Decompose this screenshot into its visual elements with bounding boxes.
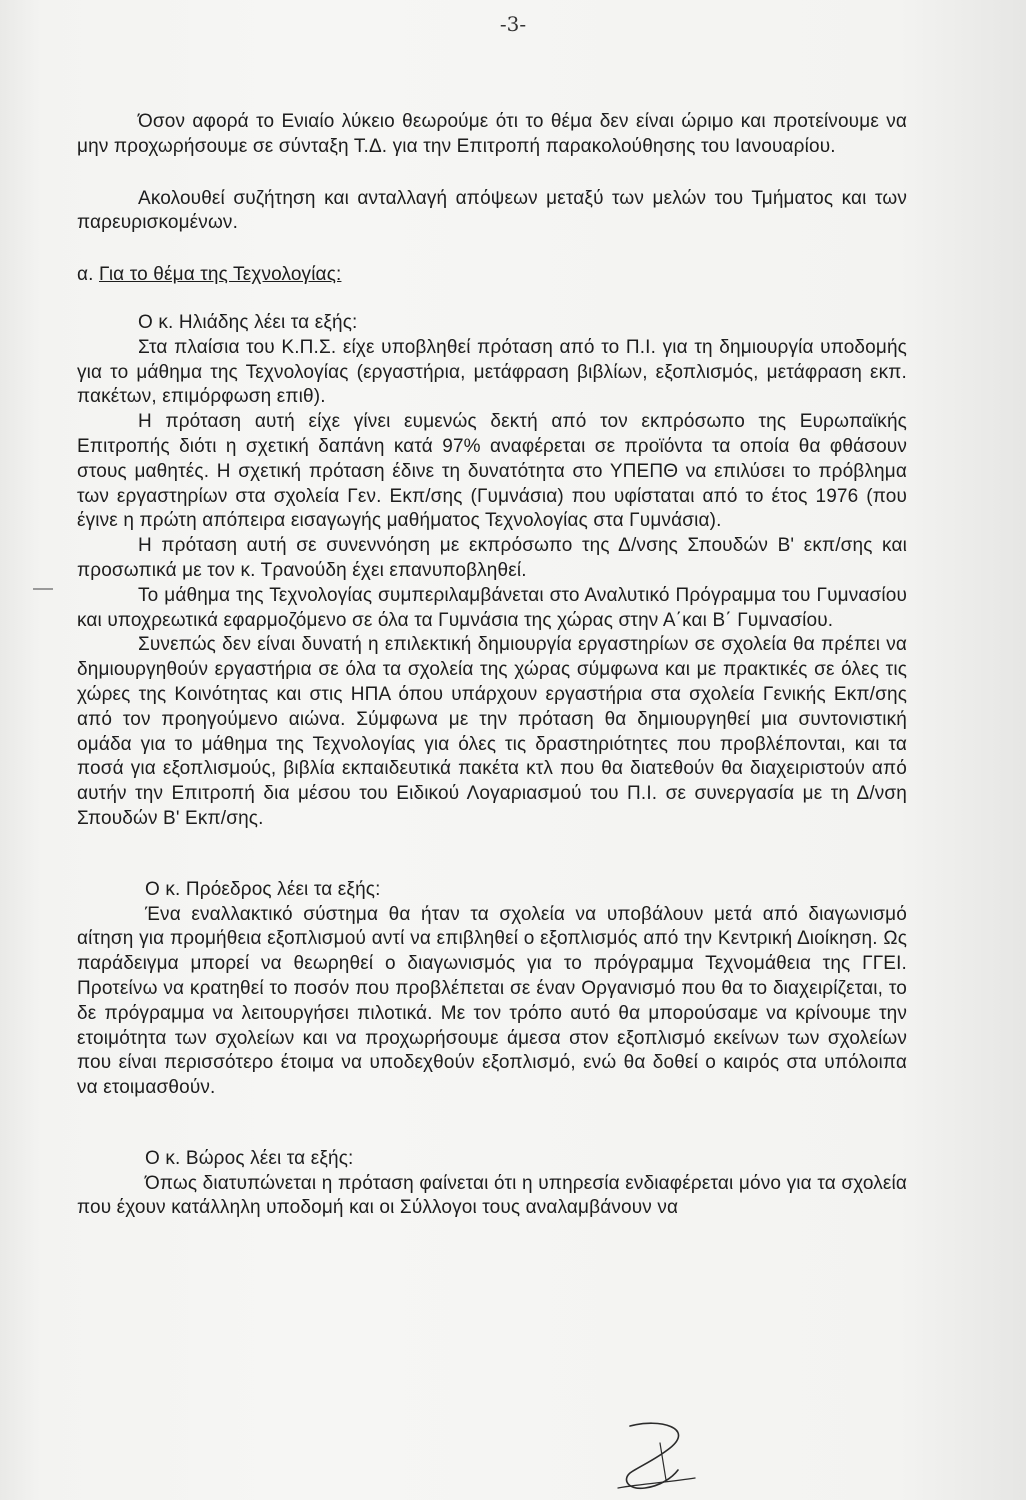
paragraph-discussion: Ακολουθεί συζήτηση και ανταλλαγή απόψεων μεταξύ των μελών του Τμήματος και των παρευρισκομένων. [77,187,907,234]
paragraph-labs: Συνεπώς δεν είναι δυνατή η επιλεκτική δημιουργία εργαστηρίων σε σχολεία θα πρέπει να δημιουργηθούν εργαστήρια σε όλα τα σχολεία της χώρας σύμφωνα και με πρακτικές σε όλες τις χώρες της Κοινότητας και στις ΗΠΑ όπου υπάρχουν εργαστήρια στα σχολεία Γενικής Εκπ/σης από τον προηγούμενο αιώνα. Σύμφωνα με την πρόταση θα δημιουργηθεί μια συντονιστική ομάδα για το μάθημα της Τεχνολογίας για όλες τις δραστηριότητες που προβλέπονται, και τα ποσά για εξοπλισμούς, βιβλία εκπαιδευτικά πακέτα κτλ που θα διατεθούν θα διαχειριστούν από αυτήν την Επιτροπή δια μέσου του Ειδικού Λογαριασμού του Π.Ι. σε συνεργασία με τη Δ/νση Σπουδών Β' Εκπ/σης. [77,634,907,829]
paragraph-kps-proposal: Στα πλαίσια του Κ.Π.Σ. είχε υποβληθεί πρόταση από το Π.Ι. για τη δημιουργία υποδομής για το μάθημα της Τεχνολογίας (εργαστήρια, μετάφραση βιβλίων, εξοπλισμός, μετάφραση εκπ. πακέτων, επιμόρφωση επιθ). [77,336,907,408]
document-body [77,110,907,1221]
heading-text: Για το θέμα της Τεχνολογίας: [99,264,342,286]
paragraph-alternative-system: Ένα εναλλακτικό σύστημα θα ήταν τα σχολεία να υποβάλουν μετά από διαγωνισμό αίτηση για προμήθεια εξοπλισμού αντί να επιβληθεί ο εξοπλισμός από την Κεντρική Διοίκηση. Ως παράδειγμα μπορεί να θεωρηθεί ο διαγωνισμός για το πρόγραμμα Τεχνομάθεια της ΓΓΕΙ. Προτείνω να κρατηθεί το ποσόν που προβλέπεται σε έναν Οργανισμό που θα το διαχειρίζεται, το δε πρόγραμμα να λειτουργήσει πιλοτικά. Με τον τρόπο αυτό θα μπορούσαμε να κρίνουμε την ετοιμότητα των σχολείων και να προχωρήσουμε άμεσα στον εξοπλισμό εκείνων των σχολείων που είναι περισσότερο έτοιμα να υποδεχθούν εξοπλισμό, ενώ θα δοθεί ο καιρός στα υπόλοιπα να ετοιμασθούν. [77,903,907,1099]
section-heading-technology [77,263,907,288]
speaker-voros: Ο κ. Βώρος λέει τα εξής: [145,1147,354,1169]
handwritten-signature [600,1418,710,1498]
page-number: -3- [499,12,527,36]
paragraph-eu-commission: Η πρόταση αυτή είχε γίνει ευμενώς δεκτή από τον εκπρόσωπο της Ευρωπαϊκής Επιτροπής διότι η σχετική δαπάνη κατά 97% αναφέρεται σε προϊόντα τα οποία θα φθάσουν στους μαθητές. Η σχετική πρόταση έδινε τη δυνατότητα στο ΥΠΕΠΘ να επιλύσει το πρόβλημα των εργαστηρίων στα σχολεία Γεν. Εκπ/σης (Γυμνάσια) που υφίσταται από το έτος 1976 (που έγινε η πρώτη απόπειρα εισαγωγής μαθήματος Τεχνολογίας στα Γυμνάσια). [77,411,907,532]
paragraph-voros-statement: Όπως διατυπώνεται η πρόταση φαίνεται ότι η υπηρεσία ενδιαφέρεται μόνο για τα σχολεία που έχουν κατάλληλη υποδομή και οι Σύλλογοι τους αναλαμβάνουν να [77,1172,907,1219]
margin-mark [33,588,53,590]
speaker-iliadis: Ο κ. Ηλιάδης λέει τα εξής: [138,311,358,333]
paragraph-resubmission: Η πρόταση αυτή σε συνεννόηση με εκπρόσωπο της Δ/νσης Σπουδών Β' εκπ/σης και προσωπικά με τον κ. Τρανούδη έχει επανυποβληθεί. [77,535,907,581]
speaker-president: Ο κ. Πρόεδρος λέει τα εξής: [145,878,381,900]
paragraph-eniaio-lykeio: Όσον αφορά το Ενιαίο λύκειο θεωρούμε ότι το θέμα δεν είναι ώριμο και προτείνουμε να μην προχωρήσουμε σε σύνταξη Τ.Δ. για την Επιτροπή παρακολούθησης του Ιανουαρίου. [77,111,907,157]
paragraph-curriculum: Το μάθημα της Τεχνολογίας συμπεριλαμβάνεται στο Αναλυτικό Πρόγραμμα του Γυμνασίου και υποχρεωτικά εφαρμοζόμενο σε όλα τα Γυμνάσια της χώρας στην Α΄και Β΄ Γυμνασίου. [77,584,907,631]
heading-prefix: α. [77,264,94,286]
